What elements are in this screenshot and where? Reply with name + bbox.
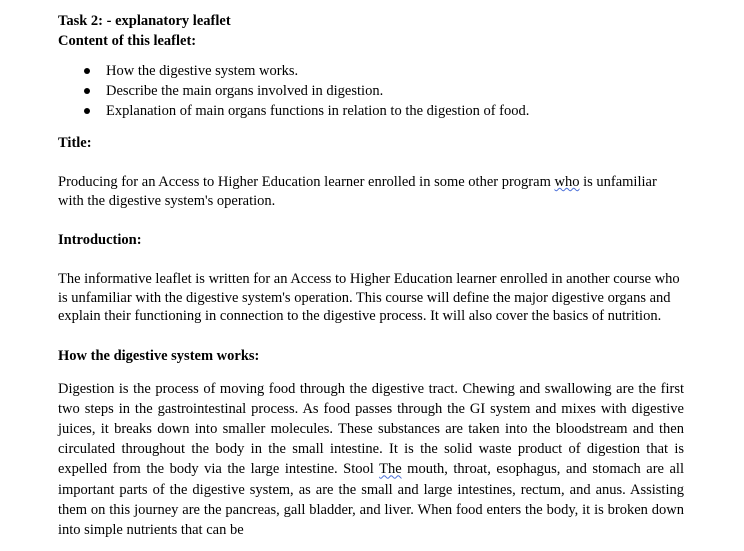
spellcheck-flagged-word[interactable]: who [554,174,580,190]
bullet-item: How the digestive system works. [58,61,684,81]
how-heading: How the digestive system works: [58,347,260,364]
introduction-heading: Introduction: [58,232,142,248]
task-heading: Task 2: - explanatory leaflet [58,13,231,29]
how-paragraph: Digestion is the process of moving food through the digestive tract. Chewing and swallowing are the first two steps in the gastrointestinal process. As food passes through the GI system and mixes with digestive juices, it breaks down into smaller molecules. These substances are taken into the bloodstream and then circulated throughout the body in the small intestine. It is the solid waste product of digestion that is expelled from the body via the large intestine. Stool The mouth, throat, esophagus, and stomach are all important parts of the digestive system, as are the small and large intestines, rectum, and anus. Assisting them on this journey are the pancreas, gall bladder, and liver. When food enters the body, it is broken down into simple nutrients that can be [58,380,684,538]
bullet-item: Explanation of main organs functions in relation to the digestion of food. [58,101,684,121]
content-heading: Content of this leaflet: [58,33,197,49]
introduction-paragraph: The informative leaflet is written for an Access to Higher Education learner enrolled in another course who is unfamiliar with the digestive system's operation. This course will define the major digestive organs and explain their functioning in connection to the digestive process. It will also cover the basics of nutrition. [58,271,680,324]
bullet-icon [84,88,90,94]
spellcheck-flagged-word[interactable]: The [379,461,402,478]
bullet-icon [84,68,90,74]
title-heading: Title: [58,135,92,151]
bullet-item: Describe the main organs involved in digestion. [58,81,684,101]
bullet-icon [84,108,90,114]
content-bullet-list [58,61,684,121]
document-page [58,0,684,540]
title-paragraph: Producing for an Access to Higher Education learner enrolled in some other program who is unfamiliar with the digestive system's operation. [58,174,657,209]
